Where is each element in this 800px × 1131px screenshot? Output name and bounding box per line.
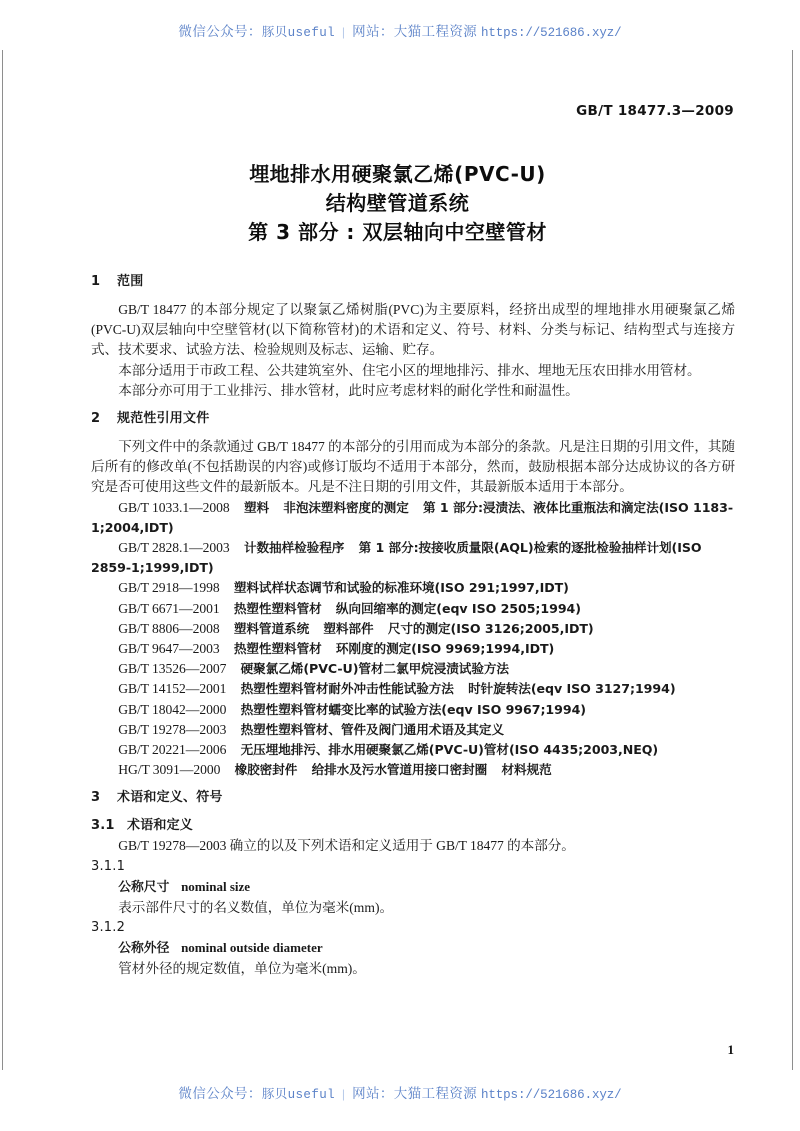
reference-title-3: 第 1 部分:按接收质量限(AQL)检索的逐批检验抽样计划(ISO 2859-1;1999,IDT) bbox=[91, 540, 702, 576]
reference-id: GB/T 19278—2003 bbox=[118, 721, 227, 737]
section-heading-normative-references bbox=[91, 409, 735, 429]
section-title-3: 术语和定义、符号 bbox=[117, 790, 223, 806]
section-title-1: 范围 bbox=[117, 274, 144, 289]
reference-title-2: 纵向回缩率的测定(eqv ISO 2505;1994) bbox=[335, 600, 581, 616]
reference-title: 塑料试样状态调节和试验的标准环境(ISO 291;1997,IDT) bbox=[233, 580, 569, 596]
reference-id: HG/T 3091—2000 bbox=[118, 762, 221, 778]
watermark-site-name: 大猫工程资源 bbox=[393, 1086, 478, 1101]
reference-item bbox=[91, 659, 735, 679]
reference-title-2: 时针旋转法(eqv ISO 3127;1994) bbox=[468, 681, 676, 697]
reference-item bbox=[91, 740, 735, 760]
reference-id: GB/T 13526—2007 bbox=[118, 661, 227, 677]
term-entry-name bbox=[91, 877, 735, 898]
watermark-wechat-label: 微信公众号： bbox=[178, 1086, 262, 1101]
reference-item bbox=[91, 679, 735, 699]
reference-id: GB/T 9647—2003 bbox=[118, 641, 220, 657]
document-page bbox=[2, 50, 793, 1070]
reference-title-2: 给排水及污水管道用接口密封圈 bbox=[311, 762, 488, 778]
section-number-1: 1 bbox=[91, 274, 101, 289]
reference-item bbox=[91, 599, 735, 619]
scope-paragraph-2: 本部分适用于市政工程、公共建筑室外、住宅小区的埋地排污、排水、埋地无压农田排水用管材。 bbox=[118, 362, 701, 378]
clause-number-3-1-1: 3.1.1 bbox=[91, 858, 126, 874]
watermark-url: https://521686.xyz/ bbox=[480, 26, 622, 40]
reference-item bbox=[91, 700, 735, 720]
reference-item bbox=[91, 498, 735, 538]
term-name-en: nominal size bbox=[181, 878, 251, 894]
watermark-bottom bbox=[0, 1082, 800, 1102]
reference-id: GB/T 18042—2000 bbox=[118, 701, 227, 717]
reference-id: GB/T 8806—2008 bbox=[118, 620, 220, 636]
title-line-2: 结构壁管道系统 bbox=[325, 191, 470, 215]
reference-title-2: 环刚度的测定(ISO 9969;1994,IDT) bbox=[335, 641, 555, 657]
title-line-1: 埋地排水用硬聚氯乙烯(PVC-U) bbox=[249, 162, 546, 186]
scope-paragraph-1: GB/T 18477 的本部分规定了以聚氯乙烯树脂(PVC)为主要原料，经挤出成型的埋地排水用硬聚氯乙烯(PVC-U)双层轴向中空壁管材(以下简称管材)的术语和定义、符号、材料、分类与标记、结构型式与连接方式、技术要求、试验方法、检验规则及标志、运输、贮存。 bbox=[91, 302, 735, 358]
reference-item bbox=[91, 760, 735, 780]
reference-item bbox=[91, 578, 735, 598]
reference-title: 硬聚氯乙烯(PVC-U)管材二氯甲烷浸渍试验方法 bbox=[240, 661, 509, 677]
reference-title: 塑料 bbox=[243, 499, 270, 515]
term-name-en: nominal outside diameter bbox=[181, 940, 323, 956]
reference-title: 热塑性塑料管材 bbox=[233, 641, 322, 657]
watermark-site-name: 大猫工程资源 bbox=[393, 24, 478, 39]
term-entry-name bbox=[91, 938, 735, 959]
watermark-separator: | bbox=[342, 24, 346, 39]
reference-id: GB/T 2828.1—2003 bbox=[118, 540, 230, 556]
reference-title-2: 非泡沫塑料密度的测定 bbox=[283, 499, 409, 515]
watermark-handle: 豚贝useful bbox=[261, 1088, 336, 1102]
section-number-3: 3 bbox=[91, 790, 101, 806]
page-number: 1 bbox=[727, 1042, 734, 1057]
section-heading-scope bbox=[91, 272, 735, 292]
watermark-url: https://521686.xyz/ bbox=[480, 1088, 622, 1102]
reference-title: 橡胶密封件 bbox=[234, 762, 298, 778]
reference-item bbox=[91, 619, 735, 639]
reference-id: GB/T 14152—2001 bbox=[118, 681, 227, 697]
reference-title: 热塑性塑料管材、管件及阀门通用术语及其定义 bbox=[240, 721, 505, 737]
subsection-title-3-1: 术语和定义 bbox=[127, 818, 194, 834]
reference-id: GB/T 2918—1998 bbox=[118, 580, 220, 596]
reference-title: 计数抽样检验程序 bbox=[243, 540, 345, 556]
watermark-wechat-label: 微信公众号： bbox=[178, 24, 262, 39]
reference-item bbox=[91, 639, 735, 659]
reference-title-2: 塑料部件 bbox=[323, 620, 374, 636]
normative-references-intro: 下列文件中的条款通过 GB/T 18477 的本部分的引用而成为本部分的条款。凡是注日期的引用文件，其随后所有的修改单(不包括勘误的内容)或修订版均不适用于本部分，然而，鼓励根据本部分达成协议的各方研究是否可使用这些文件的最新版本。凡是不注日期的引用文件，其最新版本适用于本部分。 bbox=[91, 439, 735, 495]
term-name-cn: 公称外径 bbox=[118, 941, 170, 957]
title-line-3: 第 3 部分 : 双层轴向中空壁管材 bbox=[248, 220, 547, 244]
watermark-site-label: 网站： bbox=[352, 24, 394, 39]
scope-paragraph-3: 本部分亦可用于工业排污、排水管材，此时应考虑材料的耐化学性和耐温性。 bbox=[118, 382, 579, 398]
reference-title: 热塑性塑料管材 bbox=[233, 600, 322, 616]
watermark-top bbox=[0, 20, 800, 40]
document-body bbox=[91, 272, 735, 979]
reference-title: 塑料管道系统 bbox=[233, 620, 310, 636]
standard-number-header: GB/T 18477.3—2009 bbox=[576, 103, 734, 119]
reference-title: 热塑性塑料管材耐外冲击性能试验方法 bbox=[240, 681, 454, 697]
reference-title-3: 尺寸的测定(ISO 3126;2005,IDT) bbox=[387, 620, 594, 636]
term-definition: 表示部件尺寸的名义数值，单位为毫米(mm)。 bbox=[118, 899, 394, 915]
clause-number-3-1-2: 3.1.2 bbox=[91, 920, 126, 936]
reference-item bbox=[91, 720, 735, 740]
section-title-2: 规范性引用文件 bbox=[117, 411, 210, 427]
section-heading-terms bbox=[91, 788, 735, 808]
term-name-cn: 公称尺寸 bbox=[118, 879, 170, 895]
watermark-site-label: 网站： bbox=[352, 1086, 394, 1101]
reference-title-3: 第 1 部分:浸渍法、液体比重瓶法和滴定法(ISO 1183-1;2004,IDT) bbox=[91, 499, 734, 535]
watermark-handle: 豚贝useful bbox=[261, 26, 336, 40]
document-title bbox=[3, 160, 792, 247]
terms-intro: GB/T 19278—2003 确立的以及下列术语和定义适用于 GB/T 18477 的本部分。 bbox=[118, 838, 575, 854]
reference-item bbox=[91, 538, 735, 578]
watermark-separator: | bbox=[342, 1086, 346, 1101]
term-definition: 管材外径的规定数值，单位为毫米(mm)。 bbox=[118, 961, 366, 977]
subsection-heading-terms-definitions bbox=[91, 816, 735, 836]
reference-id: GB/T 1033.1—2008 bbox=[118, 499, 230, 515]
reference-title-3: 材料规范 bbox=[501, 762, 552, 778]
section-number-2: 2 bbox=[91, 411, 101, 427]
reference-title: 无压埋地排污、排水用硬聚氯乙烯(PVC-U)管材(ISO 4435;2003,NEQ) bbox=[240, 742, 659, 758]
reference-title: 热塑性塑料管材蠕变比率的试验方法(eqv ISO 9967;1994) bbox=[240, 701, 586, 717]
reference-id: GB/T 6671—2001 bbox=[118, 600, 220, 616]
subsection-number-3-1: 3.1 bbox=[91, 818, 115, 834]
reference-id: GB/T 20221—2006 bbox=[118, 742, 227, 758]
